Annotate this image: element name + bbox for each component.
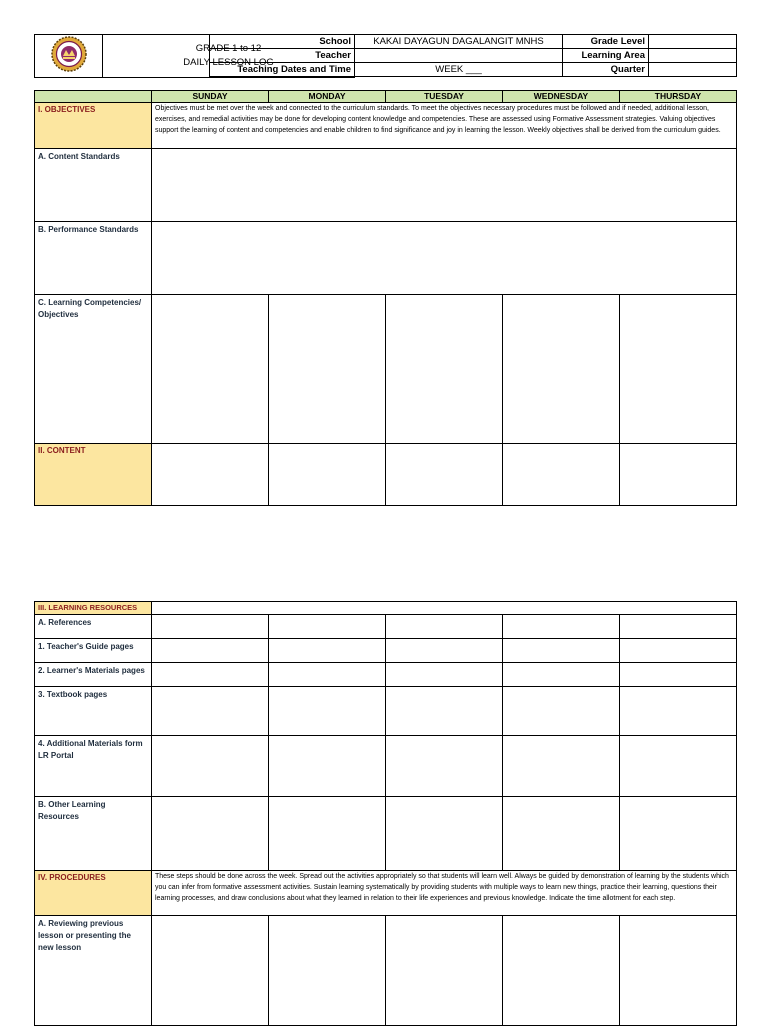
content-standards-cell[interactable]	[152, 149, 737, 222]
dates-value[interactable]: WEEK ___	[355, 63, 563, 77]
references-cell-monday[interactable]	[269, 615, 386, 639]
content-cell-wednesday[interactable]	[503, 444, 620, 506]
learning-resources-row	[35, 602, 737, 615]
textbook-cell-monday[interactable]	[269, 687, 386, 736]
learning-area-label: Learning Area	[563, 49, 649, 63]
procedures-row	[35, 871, 737, 916]
learners-materials-cell-tuesday[interactable]	[386, 663, 503, 687]
school-value[interactable]: KAKAI DAYAGUN DAGALANGIT MNHS	[355, 35, 563, 49]
references-cell-wednesday[interactable]	[503, 615, 620, 639]
teachers-guide-cell-wednesday[interactable]	[503, 639, 620, 663]
grade-level-label: Grade Level	[563, 35, 649, 49]
teachers-guide-label: 1. Teacher's Guide pages	[35, 639, 152, 663]
other-resources-cell-sunday[interactable]	[152, 797, 269, 871]
performance-standards-label: B. Performance Standards	[35, 222, 152, 295]
logo-cell	[35, 35, 103, 78]
learning-area-value[interactable]	[649, 49, 737, 63]
grade-level-value[interactable]	[649, 35, 737, 49]
competencies-cell-wednesday[interactable]	[503, 295, 620, 444]
teachers-guide-cell-monday[interactable]	[269, 639, 386, 663]
day-header-row	[35, 91, 737, 103]
learners-materials-cell-wednesday[interactable]	[503, 663, 620, 687]
header-fields	[209, 34, 737, 77]
teacher-label: Teacher	[210, 49, 355, 63]
reviewing-cell-thursday[interactable]	[620, 916, 737, 1026]
references-cell-thursday[interactable]	[620, 615, 737, 639]
teachers-guide-cell-tuesday[interactable]	[386, 639, 503, 663]
content-cell-tuesday[interactable]	[386, 444, 503, 506]
performance-standards-row	[35, 222, 737, 295]
reviewing-cell-wednesday[interactable]	[503, 916, 620, 1026]
reviewing-cell-monday[interactable]	[269, 916, 386, 1026]
references-label: A. References	[35, 615, 152, 639]
school-seal-logo-icon	[50, 35, 88, 73]
day-header-wednesday: WEDNESDAY	[503, 91, 620, 103]
day-header-thursday: THURSDAY	[620, 91, 737, 103]
additional-materials-cell-thursday[interactable]	[620, 736, 737, 797]
additional-materials-label: 4. Additional Materials form LR Portal	[35, 736, 152, 797]
content-cell-sunday[interactable]	[152, 444, 269, 506]
learning-competencies-row	[35, 295, 737, 444]
other-resources-label: B. Other Learning Resources	[35, 797, 152, 871]
learning-competencies-label: C. Learning Competencies/ Objectives	[35, 295, 152, 444]
school-label: School	[210, 35, 355, 49]
day-header-tuesday: TUESDAY	[386, 91, 503, 103]
references-cell-sunday[interactable]	[152, 615, 269, 639]
additional-materials-cell-tuesday[interactable]	[386, 736, 503, 797]
reviewing-row	[35, 916, 737, 1026]
additional-materials-row	[35, 736, 737, 797]
dates-label: Teaching Dates and Time	[210, 63, 355, 77]
day-header-blank	[35, 91, 152, 103]
competencies-cell-monday[interactable]	[269, 295, 386, 444]
learners-materials-label: 2. Learner's Materials pages	[35, 663, 152, 687]
additional-materials-cell-wednesday[interactable]	[503, 736, 620, 797]
quarter-value[interactable]	[649, 63, 737, 77]
additional-materials-cell-sunday[interactable]	[152, 736, 269, 797]
content-heading: II. CONTENT	[35, 444, 152, 506]
references-row	[35, 615, 737, 639]
content-standards-label: A. Content Standards	[35, 149, 152, 222]
other-resources-row	[35, 797, 737, 871]
reviewing-cell-sunday[interactable]	[152, 916, 269, 1026]
additional-materials-cell-monday[interactable]	[269, 736, 386, 797]
other-resources-cell-wednesday[interactable]	[503, 797, 620, 871]
other-resources-cell-tuesday[interactable]	[386, 797, 503, 871]
reviewing-label: A. Reviewing previous lesson or presenting the new lesson	[35, 916, 152, 1026]
textbook-cell-wednesday[interactable]	[503, 687, 620, 736]
competencies-cell-tuesday[interactable]	[386, 295, 503, 444]
competencies-cell-thursday[interactable]	[620, 295, 737, 444]
day-header-monday: MONDAY	[269, 91, 386, 103]
reviewing-cell-tuesday[interactable]	[386, 916, 503, 1026]
learning-resources-heading: III. LEARNING RESOURCES	[35, 602, 152, 615]
content-row	[35, 444, 737, 506]
procedures-heading: IV. PROCEDURES	[35, 871, 152, 916]
other-resources-cell-monday[interactable]	[269, 797, 386, 871]
teachers-guide-cell-sunday[interactable]	[152, 639, 269, 663]
objectives-table	[34, 90, 737, 506]
objectives-description: Objectives must be met over the week and connected to the curriculum standards. To meet the objectives necessary procedures must be followed and if needed, additional lesson, exercises, and remedial activities may be done for developing content knowledge and competencies. These are assessed using Formative Assessment strategies. Valuing objectives support the learning of content and competencies and enable children to find significance and joy in learning the lesson. Weekly objectives shall be derived from the curriculum guides.	[152, 103, 737, 149]
learners-materials-cell-sunday[interactable]	[152, 663, 269, 687]
textbook-label: 3. Textbook pages	[35, 687, 152, 736]
competencies-cell-sunday[interactable]	[152, 295, 269, 444]
log-title-line2: DAILY LESSON LOG	[183, 57, 274, 68]
other-resources-cell-thursday[interactable]	[620, 797, 737, 871]
performance-standards-cell[interactable]	[152, 222, 737, 295]
day-header-sunday: SUNDAY	[152, 91, 269, 103]
log-title-line1: GRADE 1 to 12	[195, 43, 262, 54]
learning-resources-cell[interactable]	[152, 602, 737, 615]
teachers-guide-row	[35, 639, 737, 663]
content-cell-monday[interactable]	[269, 444, 386, 506]
content-standards-row	[35, 149, 737, 222]
learners-materials-cell-thursday[interactable]	[620, 663, 737, 687]
learners-materials-cell-monday[interactable]	[269, 663, 386, 687]
procedures-description: These steps should be done across the week. Spread out the activities appropriately so that students will learn well. Always be guided by demonstration of learning by the students which you can infer from formative assessment activities. Sustain learning systematically by providing students with multiple ways to learn new things, practice their learning, questions their learning processes, and draw conclusions about what they learned in relation to their life experiences and previous knowledge. Indicate the time allotment for each step.	[152, 871, 737, 916]
content-cell-thursday[interactable]	[620, 444, 737, 506]
learners-materials-row	[35, 663, 737, 687]
quarter-label: Quarter	[563, 63, 649, 77]
references-cell-tuesday[interactable]	[386, 615, 503, 639]
textbook-row	[35, 687, 737, 736]
teacher-value[interactable]	[355, 49, 563, 63]
textbook-cell-thursday[interactable]	[620, 687, 737, 736]
textbook-cell-sunday[interactable]	[152, 687, 269, 736]
objectives-heading: I. OBJECTIVES	[35, 103, 152, 149]
teachers-guide-cell-thursday[interactable]	[620, 639, 737, 663]
textbook-cell-tuesday[interactable]	[386, 687, 503, 736]
resources-table	[34, 601, 737, 1026]
objectives-row	[35, 103, 737, 149]
